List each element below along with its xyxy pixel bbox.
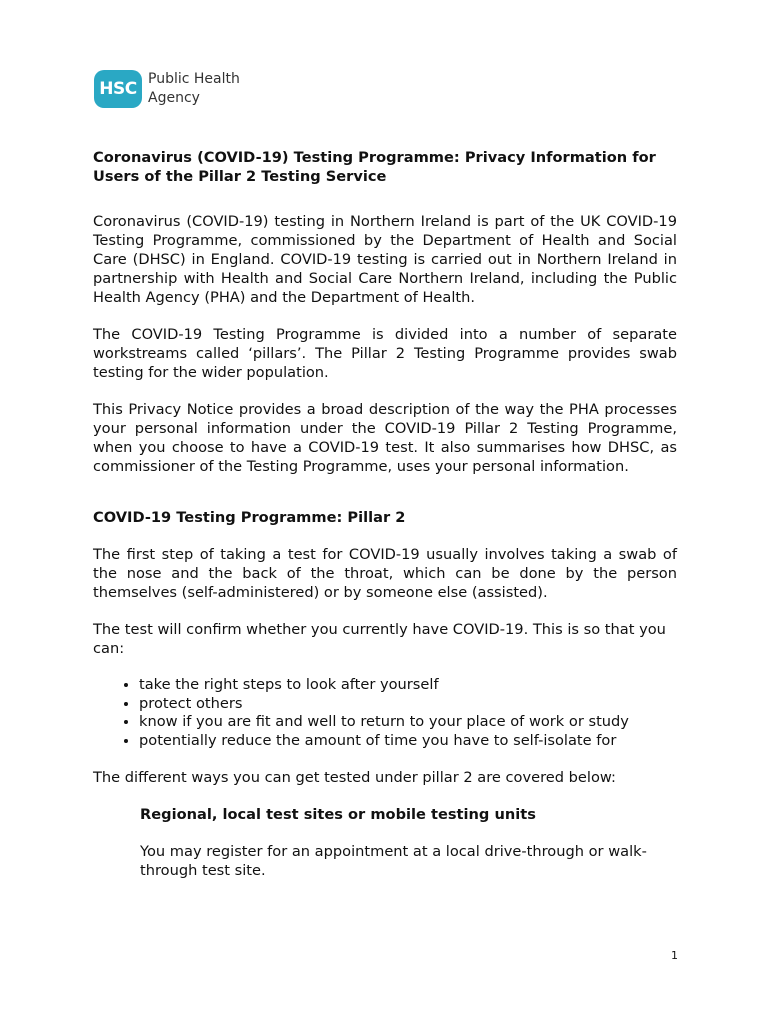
list-item: • know if you are fit and well to return to your place of work or study [139, 713, 677, 732]
hsc-logo-mark: HSC [94, 70, 142, 108]
list-item: • potentially reduce the amount of time you have to self-isolate for [139, 732, 677, 751]
document-title: Coronavirus (COVID-19) Testing Programme: Privacy Information for Users of the Pillar 2 Testing Service [93, 149, 656, 185]
subsection [140, 805, 677, 880]
section-paragraph-3: The different ways you can get tested under pillar 2 are covered below: [93, 769, 616, 786]
document-body [93, 148, 677, 898]
list-item: • take the right steps to look after yourself [139, 676, 677, 695]
subsection-heading: Regional, local test sites or mobile testing units [140, 806, 536, 823]
logo-line-1: Public Health [148, 71, 240, 87]
logo-text [148, 70, 240, 108]
list-item: • protect others [139, 695, 677, 714]
bullet-list [93, 676, 677, 750]
section-paragraph-1: The first step of taking a test for COVID-19 usually involves taking a swab of the nose and the back of the throat, which can be done by the person themselves (self-administered) or by someone else (assisted). [93, 546, 677, 601]
section-heading: COVID-19 Testing Programme: Pillar 2 [93, 509, 406, 526]
intro-paragraph-2: The COVID-19 Testing Programme is divided into a number of separate workstreams called ‘pillars’. The Pillar 2 Testing Programme provides swab testing for the wider population. [93, 326, 677, 381]
intro-paragraph-3: This Privacy Notice provides a broad description of the way the PHA processes your personal information under the COVID-19 Pillar 2 Testing Programme, when you choose to have a COVID-19 test. It also summarises how DHSC, as commissioner of the Testing Programme, uses your personal information. [93, 401, 677, 475]
logo-line-2: Agency [148, 90, 200, 106]
hsc-public-health-agency-logo [94, 68, 240, 110]
page-number: 1 [671, 949, 678, 962]
section-paragraph-2: The test will confirm whether you currently have COVID-19. This is so that you can: [93, 621, 666, 657]
subsection-text: You may register for an appointment at a local drive-through or walk-through test site. [140, 843, 647, 879]
intro-paragraph-1: Coronavirus (COVID-19) testing in Northern Ireland is part of the UK COVID-19 Testing Programme, commissioned by the Department of Health and Social Care (DHSC) in England. COVID-19 testing is carried out in Northern Ireland in partnership with Health and Social Care Northern Ireland, including the Public Health Agency (PHA) and the Department of Health. [93, 213, 677, 306]
